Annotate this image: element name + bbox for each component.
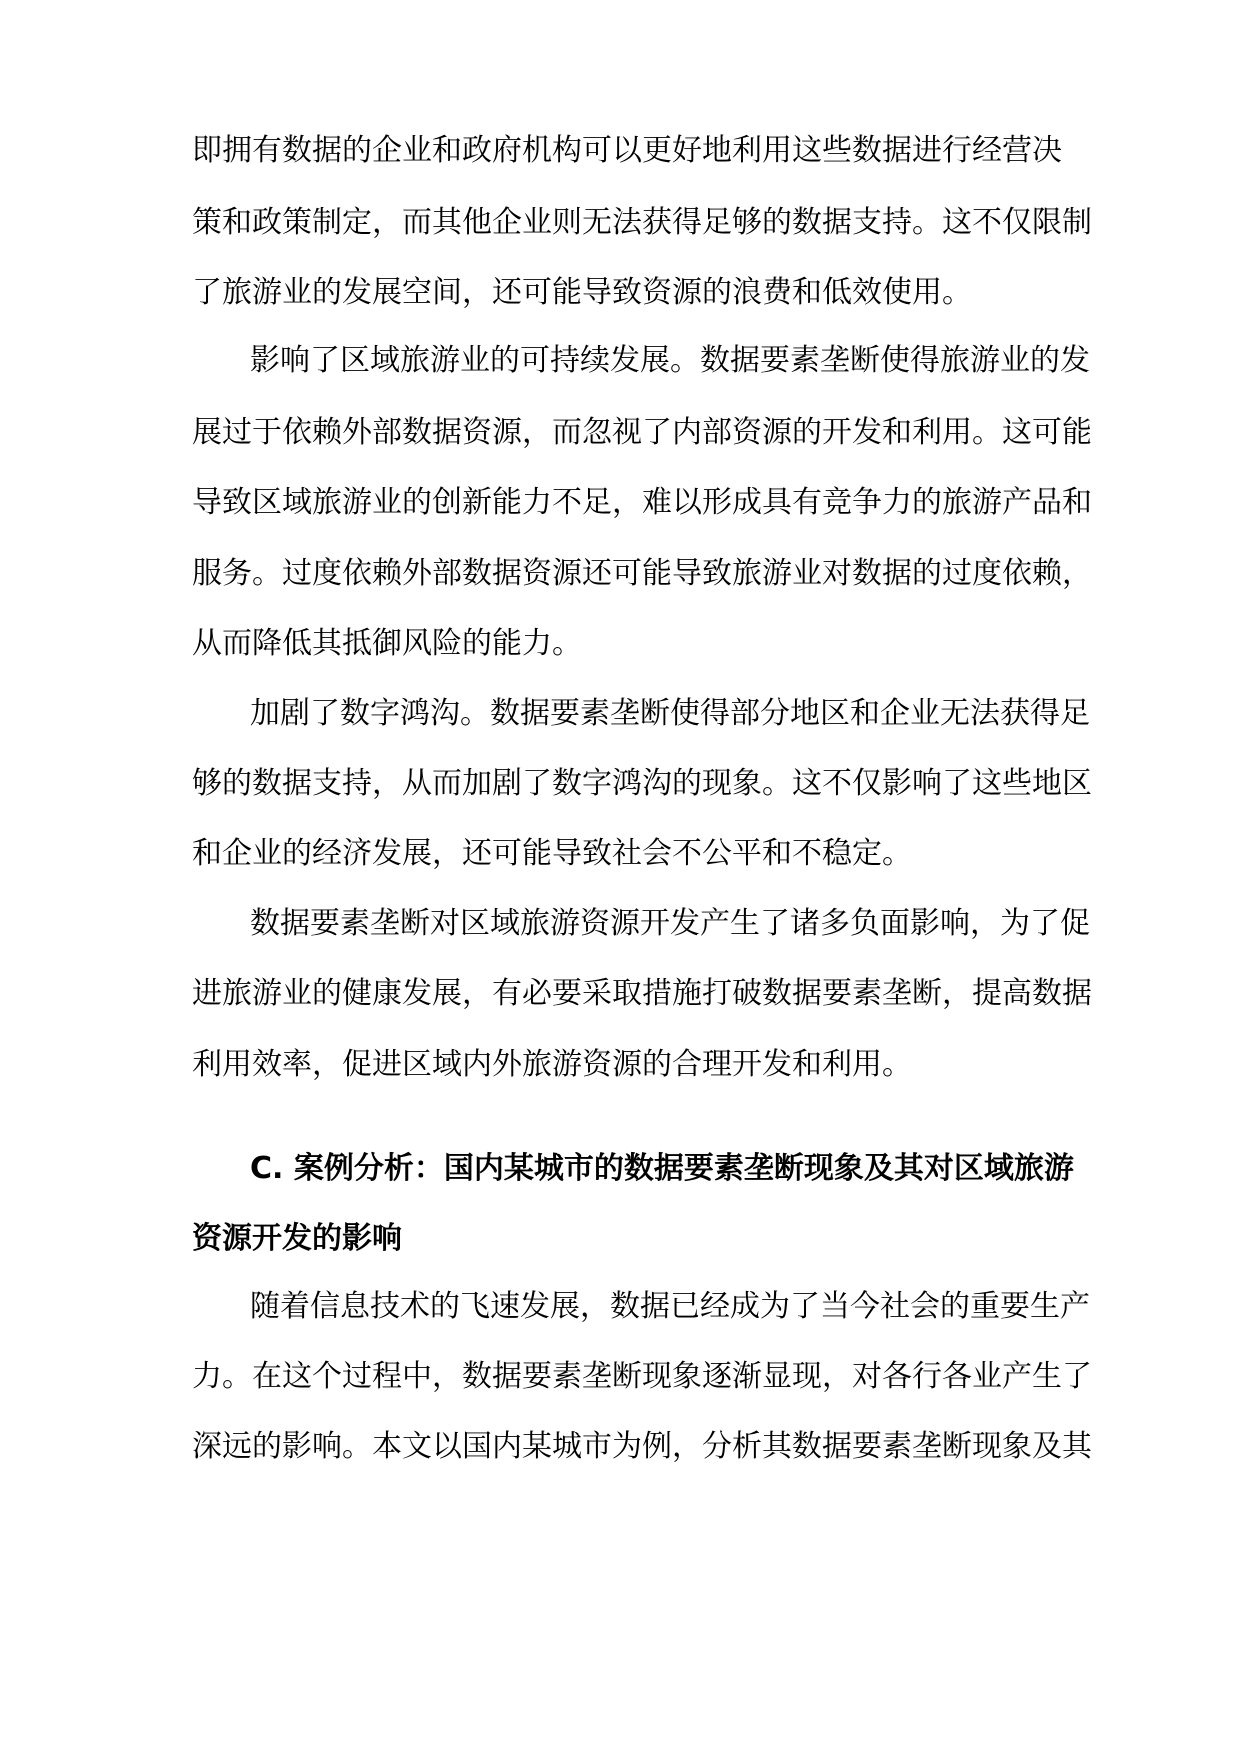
paragraph-line: 服务。过度依赖外部数据资源还可能导致旅游业对数据的过度依赖， — [192, 556, 1092, 591]
paragraph-line: 进旅游业的健康发展，有必要采取措施打破数据要素垄断，提高数据 — [192, 976, 1092, 1011]
paragraph-line: 影响了区域旅游业的可持续发展。数据要素垄断使得旅游业的发 — [250, 343, 1090, 378]
section-heading-line: C. 案例分析：国内某城市的数据要素垄断现象及其对区域旅游 — [250, 1151, 1074, 1186]
paragraph-line: 随着信息技术的飞速发展，数据已经成为了当今社会的重要生产 — [250, 1289, 1090, 1324]
paragraph-line: 即拥有数据的企业和政府机构可以更好地利用这些数据进行经营决 — [192, 133, 1062, 168]
section-heading-line: 资源开发的影响 — [192, 1221, 402, 1256]
paragraph-line: 策和政策制定，而其他企业则无法获得足够的数据支持。这不仅限制 — [192, 205, 1092, 240]
paragraph-line: 从而降低其抵御风险的能力。 — [192, 626, 582, 661]
paragraph-line: 数据要素垄断对区域旅游资源开发产生了诸多负面影响，为了促 — [250, 906, 1090, 941]
paragraph-line: 力。在这个过程中，数据要素垄断现象逐渐显现，对各行各业产生了 — [192, 1359, 1092, 1394]
paragraph-line: 导致区域旅游业的创新能力不足，难以形成具有竞争力的旅游产品和 — [192, 485, 1092, 520]
paragraph-line: 加剧了数字鸿沟。数据要素垄断使得部分地区和企业无法获得足 — [250, 696, 1090, 731]
paragraph-line: 了旅游业的发展空间，还可能导致资源的浪费和低效使用。 — [192, 275, 972, 310]
paragraph-line: 展过于依赖外部数据资源，而忽视了内部资源的开发和利用。这可能 — [192, 415, 1092, 450]
paragraph-line: 深远的影响。本文以国内某城市为例，分析其数据要素垄断现象及其 — [192, 1429, 1092, 1464]
paragraph-line: 和企业的经济发展，还可能导致社会不公平和不稳定。 — [192, 836, 912, 871]
paragraph-line: 够的数据支持，从而加剧了数字鸿沟的现象。这不仅影响了这些地区 — [192, 766, 1092, 801]
paragraph-line: 利用效率，促进区域内外旅游资源的合理开发和利用。 — [192, 1047, 912, 1082]
